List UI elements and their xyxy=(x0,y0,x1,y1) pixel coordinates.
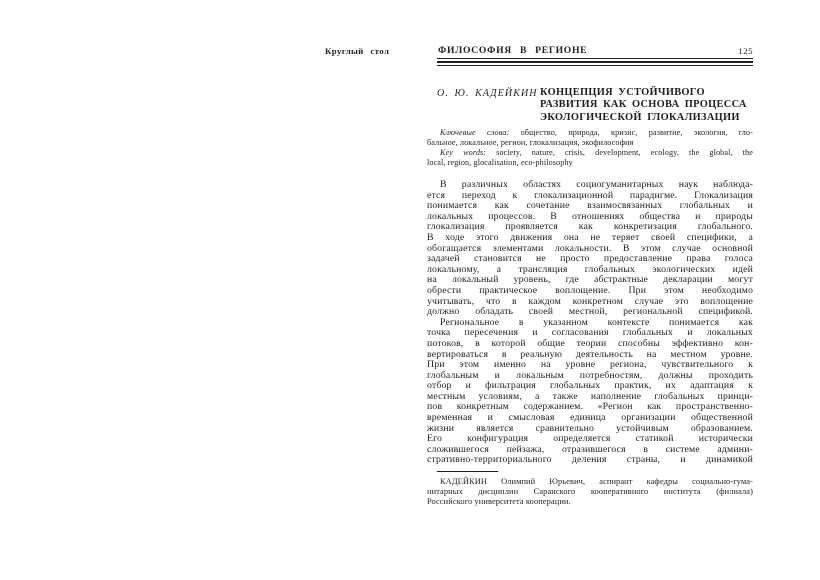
body-line: обогащается элементами локальности. В этом случае основной xyxy=(427,242,753,254)
keywords-en-line: local, region, glocalisation, eco-philosophy xyxy=(427,158,573,168)
header-section-label: Круглый стол xyxy=(325,46,390,56)
body-line: сложившегося пейзажа, отразившегося в системе админи- xyxy=(427,443,753,455)
footnote-separator xyxy=(437,471,498,472)
header-page-number: 125 xyxy=(738,46,753,56)
body-line: стративно-территориального деления страны, и динамикой xyxy=(427,454,753,466)
body-line: местным условиям, а также наполнение глобальных принци- xyxy=(427,390,753,402)
body-line: пов конкретным содержанием. «Регион как пространственно- xyxy=(427,401,753,413)
keywords-ru-line: бальное, локальное, регион, глокализация, экофилософия xyxy=(427,138,634,148)
body-line: точка пересечения и согласования глобальных и локальных xyxy=(427,327,753,339)
footnote-line: нитарных дисциплин Саранского кооперативного института (филиала) xyxy=(427,487,753,497)
body-line: локальному, а трансляция глобальных экологических идей xyxy=(427,263,753,275)
body-line: глокализация проявляется как конкретизация глобального. xyxy=(427,221,753,233)
body-paragraph-1 xyxy=(427,180,753,318)
footnote-line: КАДЕЙКИН Олимпий Юрьевич, аспирант кафедры социально-гума- xyxy=(440,477,753,486)
body-line: В ходе этого движения она не теряет своей специфики, а xyxy=(427,231,753,243)
body-line: вертироваться в реальную деятельность на местном уровне. xyxy=(427,348,753,360)
footnote-line: Российского университета кооперации. xyxy=(427,497,571,507)
body-line: на локальный уровень, где абстрактные декларации могут xyxy=(427,274,753,286)
header-rule-thin-bottom xyxy=(437,65,753,66)
body-line: понимается как сочетание взаимосвязанных глобальных и xyxy=(427,200,753,212)
body-line: жизни является сравнительно устойчивым образованием. xyxy=(427,422,753,434)
article-title-line: КОНЦЕПЦИЯ УСТОЙЧИВОГО xyxy=(540,86,705,98)
keywords-en-line xyxy=(427,148,753,158)
keywords-ru-text: общество, природа, кризис, развитие, экология, гло- xyxy=(509,128,753,137)
body-line: Его конфигурация определяется статикой исторически xyxy=(427,433,753,445)
body-paragraph-2 xyxy=(427,318,753,466)
article-title-line: ЭКОЛОГИЧЕСКОЙ ГЛОКАЛИЗАЦИИ xyxy=(540,111,740,123)
keywords-ru-label: Ключевые слова: xyxy=(440,128,510,137)
body-line: должно обладать своей местной, региональной спецификой. xyxy=(427,306,753,318)
footnote xyxy=(427,477,753,508)
header-journal-title: ФИЛОСОФИЯ В РЕГИОНЕ xyxy=(438,45,588,56)
body-line: При этом именно на уровне региона, чувствительного к xyxy=(427,359,753,371)
body-line: потоков, в которой общие теории способны эффективно кон- xyxy=(427,337,753,349)
body-line: отбор и фильтрация глобальных практик, их адаптация к xyxy=(427,380,753,392)
keywords-ru-line xyxy=(427,128,753,138)
body-line: Региональное в указанном контексте понимается как xyxy=(440,316,753,328)
body-line: локальных процессов. В отношениях общества и природы xyxy=(427,210,753,222)
body-line: временная и смысловая единица организации общественной xyxy=(427,412,753,424)
body-line: учитывать, что в каждом конкретном случае это воплощение xyxy=(427,295,753,307)
article-body xyxy=(427,180,753,466)
body-line: глобальным и локальным потребностям, должны проходить xyxy=(427,369,753,381)
keywords-block xyxy=(427,128,753,168)
body-line: В различных областях социогуманитарных наук наблюда- xyxy=(440,179,753,190)
article-title xyxy=(540,87,755,125)
keywords-en-label: Key words: xyxy=(440,148,487,158)
keywords-en-text: society, nature, crisis, development, ecology, the global, the xyxy=(486,148,753,158)
body-line: задачей становится не просто предоставление права голоса xyxy=(427,253,753,265)
body-line: обрести практическое воплощение. При этом необходимо xyxy=(427,284,753,296)
article-title-line: РАЗВИТИЯ КАК ОСНОВА ПРОЦЕССА xyxy=(540,99,747,111)
author-name: О. Ю. КАДЕЙКИН xyxy=(437,88,538,99)
header-rule-thin xyxy=(437,58,753,59)
body-line: ется переход к глокализационной парадигме. Глокализация xyxy=(427,189,753,201)
header-rule-thick xyxy=(437,61,753,64)
